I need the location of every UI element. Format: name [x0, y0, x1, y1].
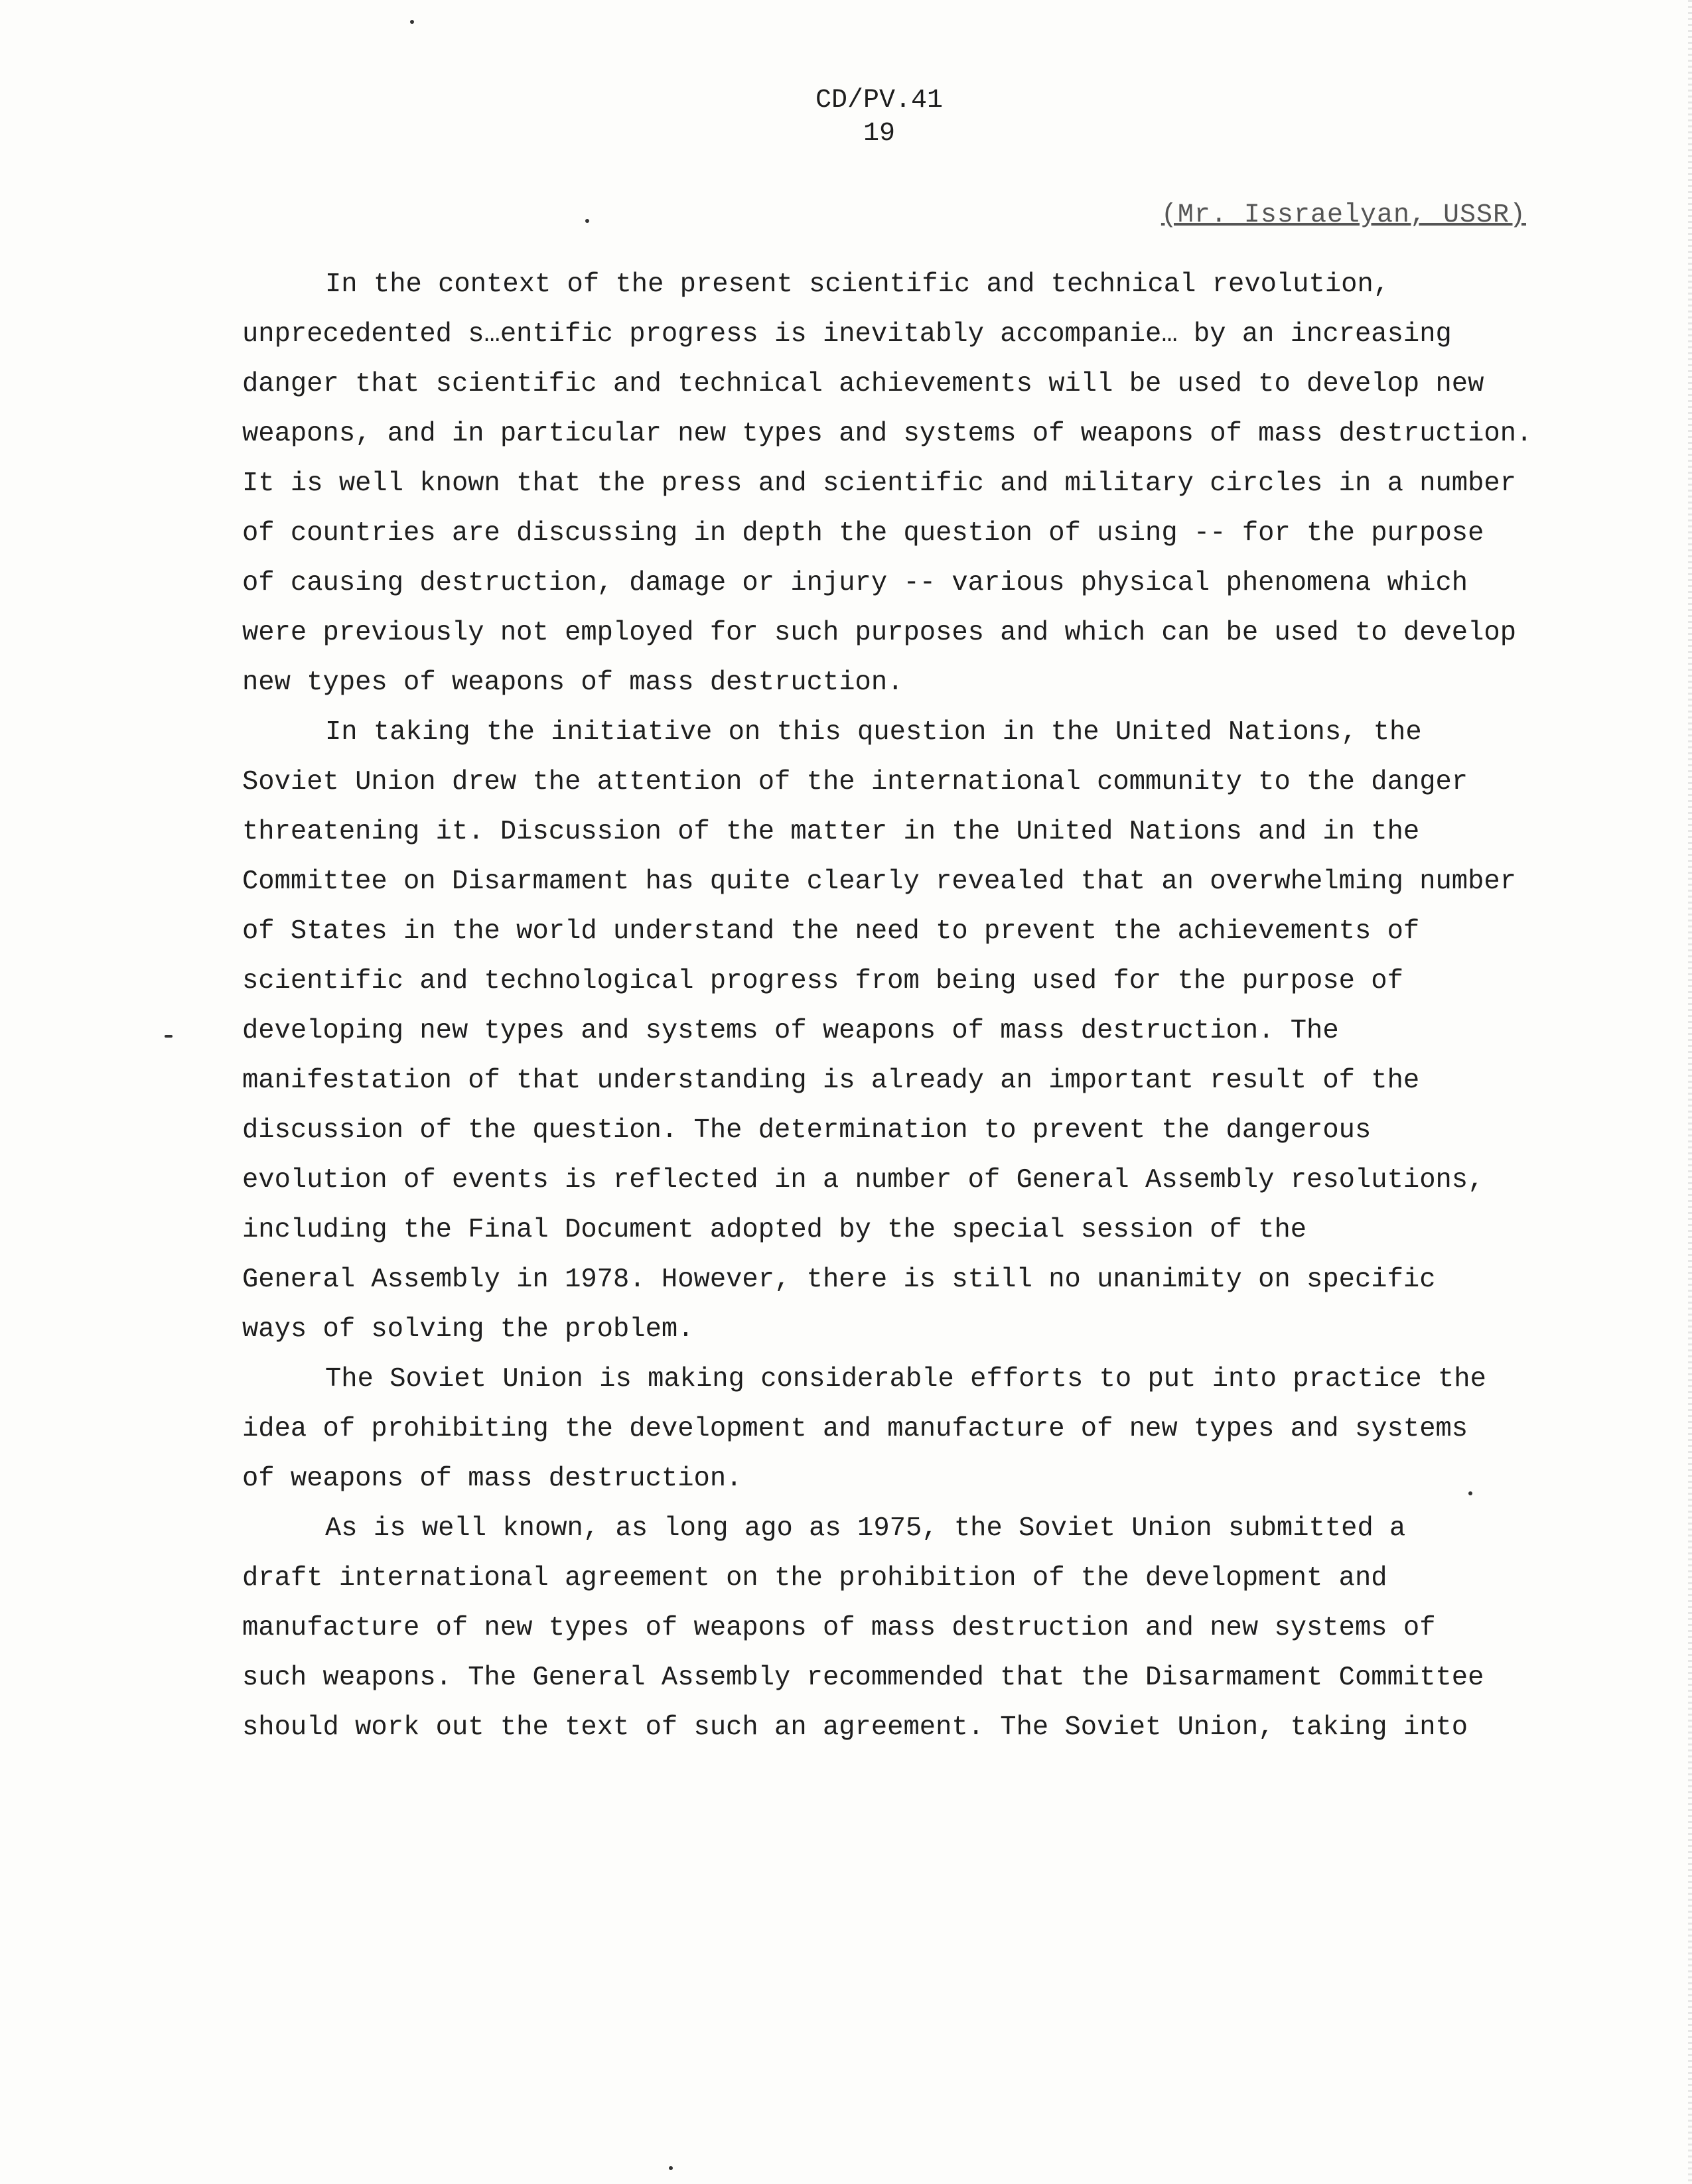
text-line: evolution of events is reflected in a number of General Assembly resolutions, — [242, 1165, 1484, 1195]
page-number: 19 — [863, 119, 895, 149]
document-symbol: CD/PV.41 — [815, 86, 944, 115]
text-line: danger that scientific and technical achievements will be used to develop new — [242, 369, 1484, 399]
text-line: of weapons of mass destruction. — [242, 1464, 742, 1494]
text-line: idea of prohibiting the development and manufacture of new types and systems — [242, 1414, 1468, 1444]
text-line: of causing destruction, damage or injury -- various physical phenomena which — [242, 568, 1468, 598]
scan-speck — [410, 20, 414, 24]
text-line: were previously not employed for such purposes and which can be used to develop — [242, 618, 1517, 648]
text-line: scientific and technological progress from being used for the purpose of — [242, 966, 1403, 996]
text-line: should work out the text of such an agreement. The Soviet Union, taking into — [242, 1712, 1468, 1743]
paragraph-1 — [242, 260, 1563, 708]
text-line: of States in the world understand the need to prevent the achievements of — [242, 916, 1420, 947]
scan-speck — [585, 219, 589, 223]
document-body — [242, 260, 1563, 1753]
text-line: developing new types and systems of weapons of mass destruction. The — [242, 1016, 1339, 1046]
scan-speck — [1468, 1491, 1472, 1495]
text-line: weapons, and in particular new types and systems of weapons of mass destruction. — [242, 419, 1533, 449]
text-line: manifestation of that understanding is already an important result of the — [242, 1065, 1420, 1096]
scan-edge — [1688, 0, 1692, 2184]
speaker-attribution: (Mr. Issraelyan, USSR) — [1161, 200, 1526, 230]
text-line: of countries are discussing in depth the question of using -- for the purpose — [242, 518, 1484, 549]
text-line: In taking the initiative on this question in the United Nations, the — [325, 717, 1422, 748]
text-line: threatening it. Discussion of the matter in the United Nations and in the — [242, 817, 1420, 847]
text-line: It is well known that the press and scientific and military circles in a number — [242, 468, 1517, 499]
scan-speck — [165, 1035, 173, 1038]
text-line: draft international agreement on the prohibition of the development and — [242, 1563, 1387, 1594]
text-line: such weapons. The General Assembly recommended that the Disarmament Committee — [242, 1663, 1484, 1693]
text-line: unprecedented s…entific progress is inevitably accompanie… by an increasing — [242, 319, 1452, 350]
text-line: new types of weapons of mass destruction. — [242, 667, 904, 698]
paragraph-3 — [242, 1355, 1563, 1504]
text-line: General Assembly in 1978. However, there is still no unanimity on specific — [242, 1264, 1436, 1295]
text-line: As is well known, as long ago as 1975, the Soviet Union submitted a — [325, 1513, 1406, 1544]
text-line: The Soviet Union is making considerable efforts to put into practice the — [325, 1364, 1486, 1395]
text-line: including the Final Document adopted by the special session of the — [242, 1215, 1307, 1245]
text-line: Soviet Union drew the attention of the international community to the danger — [242, 767, 1468, 797]
text-line: ways of solving the problem. — [242, 1314, 694, 1345]
paragraph-2 — [242, 708, 1563, 1355]
text-line: In the context of the present scientific and technical revolution, — [325, 269, 1390, 300]
scan-speck — [669, 2166, 673, 2170]
paragraph-4 — [242, 1504, 1563, 1753]
text-line: Committee on Disarmament has quite clearly revealed that an overwhelming number — [242, 866, 1517, 897]
text-line: discussion of the question. The determination to prevent the dangerous — [242, 1115, 1372, 1146]
text-line: manufacture of new types of weapons of mass destruction and new systems of — [242, 1613, 1436, 1643]
